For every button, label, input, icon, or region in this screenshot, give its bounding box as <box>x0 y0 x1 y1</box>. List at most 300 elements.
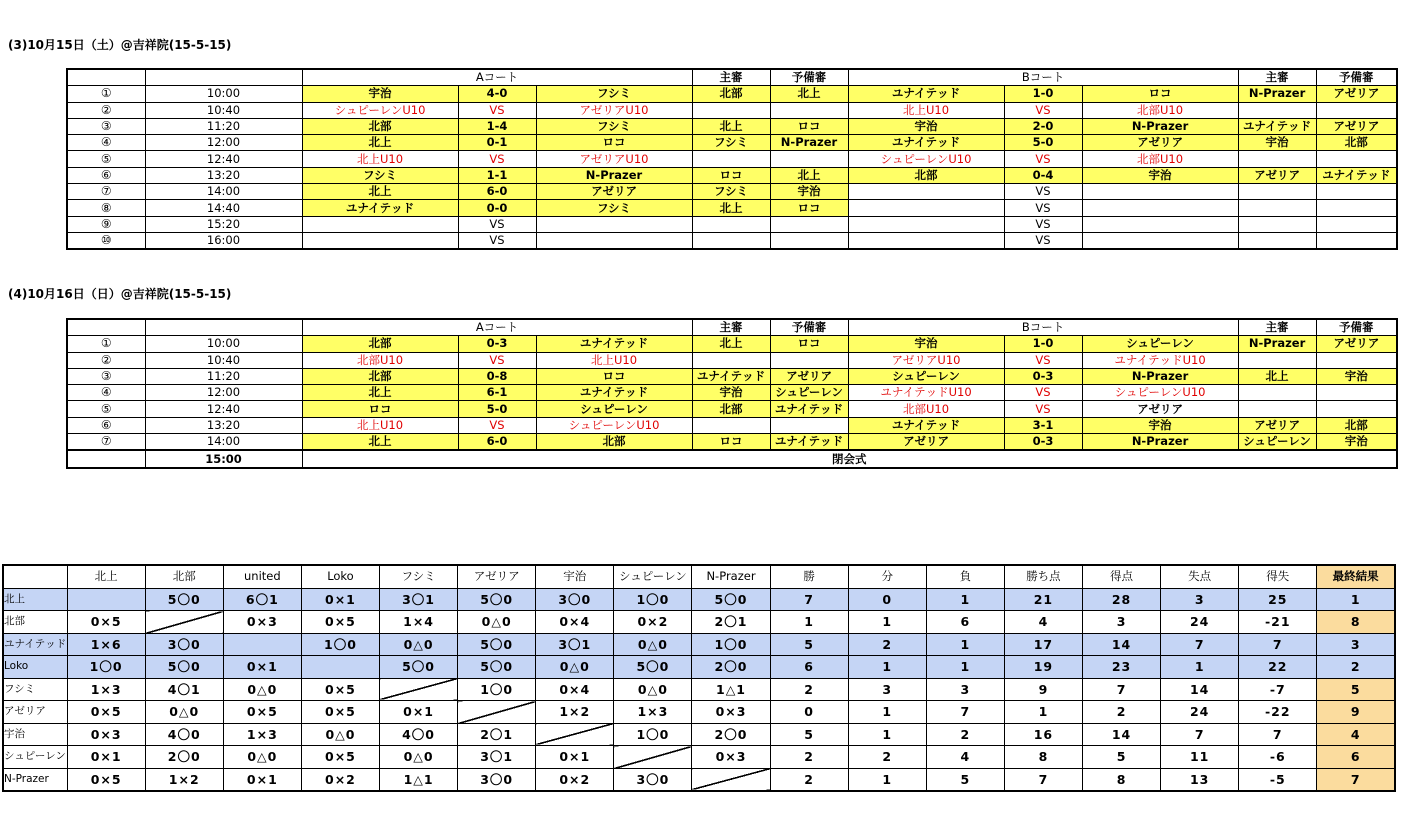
match-number: ③ <box>67 368 145 384</box>
court-b-referee: シュピーレン <box>1238 434 1316 451</box>
match-result: 0×3 <box>67 723 145 746</box>
match-number: ⑩ <box>67 232 145 249</box>
match-time: 10:40 <box>145 102 302 118</box>
court-b-referee <box>1238 184 1316 200</box>
court-b-subref <box>1316 232 1397 249</box>
court-b-subref: 宇治 <box>1316 434 1397 451</box>
diagonal-cell <box>458 701 536 724</box>
stat-ga: 24 <box>1161 611 1239 634</box>
stat-gd: -21 <box>1239 611 1317 634</box>
final-result: 5 <box>1317 678 1395 701</box>
match-result: 3〇1 <box>380 588 458 611</box>
match-number: ① <box>67 86 145 102</box>
stat-ga: 7 <box>1161 723 1239 746</box>
stat-pts: 8 <box>1004 746 1082 769</box>
match-result: 0×4 <box>536 611 614 634</box>
court-a-score: 0-8 <box>458 368 536 384</box>
court-a-team-1: 北上U10 <box>302 417 458 433</box>
stat-d: 3 <box>848 678 926 701</box>
schedule-row <box>67 118 1397 134</box>
stat-ga: 3 <box>1161 588 1239 611</box>
match-result: 1〇0 <box>614 723 692 746</box>
court-a-referee: ユナイテッド <box>692 368 770 384</box>
court-b-subref: 北部 <box>1316 135 1397 151</box>
match-number: ① <box>67 336 145 352</box>
court-b-team-1: 北上U10 <box>848 102 1004 118</box>
stat-gd: -22 <box>1239 701 1317 724</box>
standings-row <box>3 723 1395 746</box>
court-a-team-1: ユナイテッド <box>302 200 458 216</box>
stat-l: 7 <box>926 701 1004 724</box>
match-result: 0×2 <box>614 611 692 634</box>
court-b-team-1 <box>848 184 1004 200</box>
court-b-team-1: シュピーレン <box>848 368 1004 384</box>
schedule-row <box>67 102 1397 118</box>
court-a-score: 0-1 <box>458 135 536 151</box>
final-result: 7 <box>1317 768 1395 791</box>
court-a-team-2: シュピーレンU10 <box>536 417 692 433</box>
match-result: 0△0 <box>536 656 614 679</box>
match-result: 1×3 <box>67 678 145 701</box>
court-b-score: VS <box>1004 232 1082 249</box>
court-b-team-1: ユナイテッドU10 <box>848 385 1004 401</box>
match-time: 14:40 <box>145 200 302 216</box>
diagonal-cell <box>223 633 301 656</box>
match-result: 0△0 <box>223 746 301 769</box>
court-a-score: 5-0 <box>458 401 536 417</box>
stat-d: 2 <box>848 746 926 769</box>
court-b-referee <box>1238 200 1316 216</box>
court-b-subref: 北部 <box>1316 417 1397 433</box>
referee-header: 主審 <box>1238 319 1316 336</box>
court-a-team-1: 北上 <box>302 434 458 451</box>
closing-ceremony-label: 閉会式 <box>302 450 1397 467</box>
match-number: ③ <box>67 118 145 134</box>
court-a-subref: ロコ <box>770 118 848 134</box>
column-header: 負 <box>926 565 1004 588</box>
schedule-row <box>67 401 1397 417</box>
column-header: フシミ <box>380 565 458 588</box>
match-time: 10:00 <box>145 86 302 102</box>
court-a-team-2: ロコ <box>536 135 692 151</box>
court-b-score: 0-4 <box>1004 167 1082 183</box>
schedule-row <box>67 86 1397 102</box>
match-result: 1△1 <box>380 768 458 791</box>
court-b-score: VS <box>1004 151 1082 167</box>
court-a-team-2: フシミ <box>536 200 692 216</box>
match-result: 0×1 <box>67 746 145 769</box>
match-result: 2〇1 <box>458 723 536 746</box>
court-b-team-2 <box>1082 216 1238 232</box>
stat-d: 1 <box>848 611 926 634</box>
match-result: 1〇0 <box>301 633 379 656</box>
court-b-subref: アゼリア <box>1316 336 1397 352</box>
court-b-team-2: N-Prazer <box>1082 434 1238 451</box>
court-b-team-2: ユナイテッドU10 <box>1082 352 1238 368</box>
court-b-score: VS <box>1004 184 1082 200</box>
stat-l: 6 <box>926 611 1004 634</box>
court-a-team-1: 宇治 <box>302 86 458 102</box>
column-header: Loko <box>301 565 379 588</box>
court-a-team-1: 北上U10 <box>302 151 458 167</box>
diagonal-cell <box>380 678 458 701</box>
standings-row <box>3 588 1395 611</box>
court-a-referee <box>692 417 770 433</box>
court-a-subref: シュピーレン <box>770 385 848 401</box>
match-result: 1×2 <box>536 701 614 724</box>
match-time: 10:00 <box>145 336 302 352</box>
stat-d: 1 <box>848 768 926 791</box>
match-time: 12:00 <box>145 385 302 401</box>
court-b-subref <box>1316 216 1397 232</box>
court-a-subref: N-Prazer <box>770 135 848 151</box>
court-a-team-2 <box>536 232 692 249</box>
court-b-team-2: ロコ <box>1082 86 1238 102</box>
court-b-referee <box>1238 232 1316 249</box>
schedule-row <box>67 167 1397 183</box>
match-result: 2〇0 <box>145 746 223 769</box>
court-a-team-2: ロコ <box>536 368 692 384</box>
stat-gf: 5 <box>1083 746 1161 769</box>
column-header: 勝 <box>770 565 848 588</box>
header-blank <box>145 319 302 336</box>
match-time: 14:00 <box>145 434 302 451</box>
stat-pts: 1 <box>1004 701 1082 724</box>
court-a-subref: ロコ <box>770 336 848 352</box>
header-blank <box>67 69 145 86</box>
stat-gd: 22 <box>1239 656 1317 679</box>
match-result: 1×3 <box>614 701 692 724</box>
court-a-score: 1-1 <box>458 167 536 183</box>
match-result: 0×2 <box>301 768 379 791</box>
stat-l: 5 <box>926 768 1004 791</box>
match-result: 0×1 <box>223 768 301 791</box>
court-a-team-1: シュピーレンU10 <box>302 102 458 118</box>
diagonal-cell <box>536 723 614 746</box>
court-b-team-2: 宇治 <box>1082 167 1238 183</box>
standings-row <box>3 746 1395 769</box>
court-a-score: VS <box>458 216 536 232</box>
court-a-team-1: フシミ <box>302 167 458 183</box>
court-a-referee: ロコ <box>692 434 770 451</box>
match-result: 0×3 <box>692 701 770 724</box>
schedule-row <box>67 336 1397 352</box>
court-b-score: 0-3 <box>1004 368 1082 384</box>
court-a-header: Aコート <box>302 69 692 86</box>
match-result: 3〇0 <box>145 633 223 656</box>
match-number: ② <box>67 352 145 368</box>
court-a-subref: 北上 <box>770 86 848 102</box>
court-b-referee <box>1238 385 1316 401</box>
column-header: 北部 <box>145 565 223 588</box>
schedule-row <box>67 151 1397 167</box>
court-a-team-1: 北部U10 <box>302 352 458 368</box>
court-a-team-1: 北上 <box>302 184 458 200</box>
court-a-referee <box>692 151 770 167</box>
final-result: 1 <box>1317 588 1395 611</box>
court-a-score: VS <box>458 102 536 118</box>
court-b-subref: 宇治 <box>1316 368 1397 384</box>
court-a-score: VS <box>458 232 536 249</box>
column-header: 宇治 <box>536 565 614 588</box>
match-result: 6〇1 <box>223 588 301 611</box>
court-a-team-1: 北部 <box>302 368 458 384</box>
subref-header: 予備審 <box>1316 69 1397 86</box>
court-a-team-2: ユナイテッド <box>536 336 692 352</box>
court-a-subref: ユナイテッド <box>770 401 848 417</box>
stat-l: 4 <box>926 746 1004 769</box>
referee-header: 主審 <box>692 69 770 86</box>
stat-gf: 14 <box>1083 723 1161 746</box>
match-number: ⑧ <box>67 200 145 216</box>
court-a-team-1: 北部 <box>302 118 458 134</box>
court-b-score: 2-0 <box>1004 118 1082 134</box>
court-b-score: VS <box>1004 401 1082 417</box>
court-a-team-2 <box>536 216 692 232</box>
court-b-referee: ユナイテッド <box>1238 118 1316 134</box>
court-a-referee: 北上 <box>692 336 770 352</box>
court-b-score: 1-0 <box>1004 86 1082 102</box>
court-a-score: 1-4 <box>458 118 536 134</box>
court-b-referee <box>1238 401 1316 417</box>
match-result: 5〇0 <box>614 656 692 679</box>
court-b-team-2: アゼリア <box>1082 135 1238 151</box>
stat-ga: 24 <box>1161 701 1239 724</box>
stat-l: 1 <box>926 656 1004 679</box>
court-b-score: VS <box>1004 352 1082 368</box>
match-result: 1×2 <box>145 768 223 791</box>
court-a-referee <box>692 232 770 249</box>
court-a-referee <box>692 216 770 232</box>
match-result: 0△0 <box>614 678 692 701</box>
match-result: 3〇0 <box>614 768 692 791</box>
court-b-team-2 <box>1082 232 1238 249</box>
match-number: ② <box>67 102 145 118</box>
match-result: 1△1 <box>692 678 770 701</box>
stat-l: 1 <box>926 588 1004 611</box>
court-b-team-1: アゼリア <box>848 434 1004 451</box>
court-a-referee <box>692 102 770 118</box>
match-result: 0×1 <box>380 701 458 724</box>
court-b-team-1: ユナイテッド <box>848 135 1004 151</box>
subref-header: 予備審 <box>1316 319 1397 336</box>
column-header: 得失 <box>1239 565 1317 588</box>
match-result: 0△0 <box>614 633 692 656</box>
diagonal-cell <box>692 768 770 791</box>
schedule-row <box>67 232 1397 249</box>
court-b-score: VS <box>1004 200 1082 216</box>
court-b-score: VS <box>1004 216 1082 232</box>
stat-ga: 14 <box>1161 678 1239 701</box>
standings-row <box>3 678 1395 701</box>
court-a-subref: 北上 <box>770 167 848 183</box>
column-header: 北上 <box>67 565 145 588</box>
stat-w: 2 <box>770 746 848 769</box>
court-a-team-2: アゼリアU10 <box>536 151 692 167</box>
header-blank <box>67 319 145 336</box>
stat-gf: 3 <box>1083 611 1161 634</box>
stat-gd: 25 <box>1239 588 1317 611</box>
match-result: 0△0 <box>380 633 458 656</box>
court-b-team-2 <box>1082 200 1238 216</box>
court-a-subref <box>770 232 848 249</box>
match-number: ④ <box>67 135 145 151</box>
match-result: 2〇0 <box>692 656 770 679</box>
team-name: フシミ <box>3 678 67 701</box>
stat-gf: 28 <box>1083 588 1161 611</box>
team-name: Loko <box>3 656 67 679</box>
court-a-team-2: シュピーレン <box>536 401 692 417</box>
court-a-team-1 <box>302 232 458 249</box>
stat-d: 1 <box>848 701 926 724</box>
diagonal-cell <box>67 588 145 611</box>
stat-gd: 7 <box>1239 723 1317 746</box>
court-a-referee: 北上 <box>692 118 770 134</box>
schedule-row <box>67 368 1397 384</box>
match-result: 0×5 <box>223 701 301 724</box>
court-a-team-2: フシミ <box>536 86 692 102</box>
match-result: 2〇1 <box>692 611 770 634</box>
match-result: 5〇0 <box>458 588 536 611</box>
stat-l: 2 <box>926 723 1004 746</box>
match-time: 11:20 <box>145 118 302 134</box>
match-result: 3〇1 <box>536 633 614 656</box>
court-b-team-2: シュピーレンU10 <box>1082 385 1238 401</box>
match-time: 10:40 <box>145 352 302 368</box>
match-result: 0×1 <box>301 588 379 611</box>
court-b-subref <box>1316 401 1397 417</box>
match-result: 4〇1 <box>145 678 223 701</box>
court-b-team-2: シュピーレン <box>1082 336 1238 352</box>
match-number: ④ <box>67 385 145 401</box>
court-a-score: 0-0 <box>458 200 536 216</box>
court-b-score: 1-0 <box>1004 336 1082 352</box>
stat-d: 1 <box>848 723 926 746</box>
referee-header: 主審 <box>692 319 770 336</box>
court-b-team-2: 北部U10 <box>1082 151 1238 167</box>
match-time: 14:00 <box>145 184 302 200</box>
court-a-team-1: 北上 <box>302 135 458 151</box>
stat-w: 6 <box>770 656 848 679</box>
court-b-subref: アゼリア <box>1316 86 1397 102</box>
court-a-team-2: アゼリアU10 <box>536 102 692 118</box>
court-b-subref <box>1316 151 1397 167</box>
court-b-score: VS <box>1004 102 1082 118</box>
diagonal-cell <box>145 611 223 634</box>
court-b-team-1 <box>848 200 1004 216</box>
column-header: N-Prazer <box>692 565 770 588</box>
court-a-subref <box>770 216 848 232</box>
match-result: 3〇0 <box>458 768 536 791</box>
court-a-subref <box>770 417 848 433</box>
column-header: 分 <box>848 565 926 588</box>
court-b-header: Bコート <box>848 69 1238 86</box>
match-result: 3〇1 <box>458 746 536 769</box>
court-b-score: 0-3 <box>1004 434 1082 451</box>
schedule-1-title: (3)10月15日（土）@吉祥院(15-5-15) <box>8 38 232 52</box>
court-b-score: 3-1 <box>1004 417 1082 433</box>
team-name: N-Prazer <box>3 768 67 791</box>
match-time: 12:40 <box>145 401 302 417</box>
court-a-team-1: 北上 <box>302 385 458 401</box>
court-b-referee <box>1238 352 1316 368</box>
court-b-team-1: 北部U10 <box>848 401 1004 417</box>
match-result: 2〇0 <box>692 723 770 746</box>
header-blank <box>145 69 302 86</box>
court-b-team-1: ユナイテッド <box>848 86 1004 102</box>
stat-ga: 7 <box>1161 633 1239 656</box>
court-b-team-1: ユナイテッド <box>848 417 1004 433</box>
court-a-referee: 北部 <box>692 86 770 102</box>
court-a-team-2: フシミ <box>536 118 692 134</box>
stat-w: 0 <box>770 701 848 724</box>
court-a-score: 6-0 <box>458 434 536 451</box>
court-a-referee: フシミ <box>692 135 770 151</box>
final-result: 4 <box>1317 723 1395 746</box>
match-result: 0△0 <box>458 611 536 634</box>
stat-ga: 13 <box>1161 768 1239 791</box>
final-result: 2 <box>1317 656 1395 679</box>
stat-pts: 7 <box>1004 768 1082 791</box>
court-b-team-1: アゼリアU10 <box>848 352 1004 368</box>
court-a-referee: 北上 <box>692 200 770 216</box>
team-name: アゼリア <box>3 701 67 724</box>
match-result: 0△0 <box>145 701 223 724</box>
court-b-score: VS <box>1004 385 1082 401</box>
schedule-header-row <box>67 69 1397 86</box>
subref-header: 予備審 <box>770 69 848 86</box>
match-result: 1×6 <box>67 633 145 656</box>
court-a-score: VS <box>458 417 536 433</box>
match-result: 0×5 <box>301 678 379 701</box>
stat-ga: 1 <box>1161 656 1239 679</box>
match-result: 4〇0 <box>145 723 223 746</box>
court-b-subref <box>1316 385 1397 401</box>
stat-w: 2 <box>770 678 848 701</box>
court-a-subref <box>770 151 848 167</box>
column-header <box>3 565 67 588</box>
schedule-row <box>67 417 1397 433</box>
court-b-team-2: 北部U10 <box>1082 102 1238 118</box>
match-number: ⑨ <box>67 216 145 232</box>
court-a-team-1: ロコ <box>302 401 458 417</box>
match-result: 0×3 <box>692 746 770 769</box>
match-result: 5〇0 <box>692 588 770 611</box>
stat-w: 7 <box>770 588 848 611</box>
court-b-subref <box>1316 184 1397 200</box>
team-name: シュピーレン <box>3 746 67 769</box>
court-b-subref <box>1316 352 1397 368</box>
column-header: 失点 <box>1161 565 1239 588</box>
court-b-team-1: 宇治 <box>848 118 1004 134</box>
court-a-score: 6-0 <box>458 184 536 200</box>
court-b-team-1: シュピーレンU10 <box>848 151 1004 167</box>
standings-header-row <box>3 565 1395 588</box>
court-b-team-1 <box>848 216 1004 232</box>
schedule-row <box>67 352 1397 368</box>
blank-cell <box>67 450 145 467</box>
match-result: 0×5 <box>67 611 145 634</box>
match-time: 12:00 <box>145 135 302 151</box>
schedule-header-row <box>67 319 1397 336</box>
match-number: ⑦ <box>67 184 145 200</box>
court-b-team-1: 北部 <box>848 167 1004 183</box>
match-number: ⑥ <box>67 167 145 183</box>
match-result: 5〇0 <box>458 633 536 656</box>
column-header: シュピーレン <box>614 565 692 588</box>
stat-l: 1 <box>926 633 1004 656</box>
court-a-score: 0-3 <box>458 336 536 352</box>
